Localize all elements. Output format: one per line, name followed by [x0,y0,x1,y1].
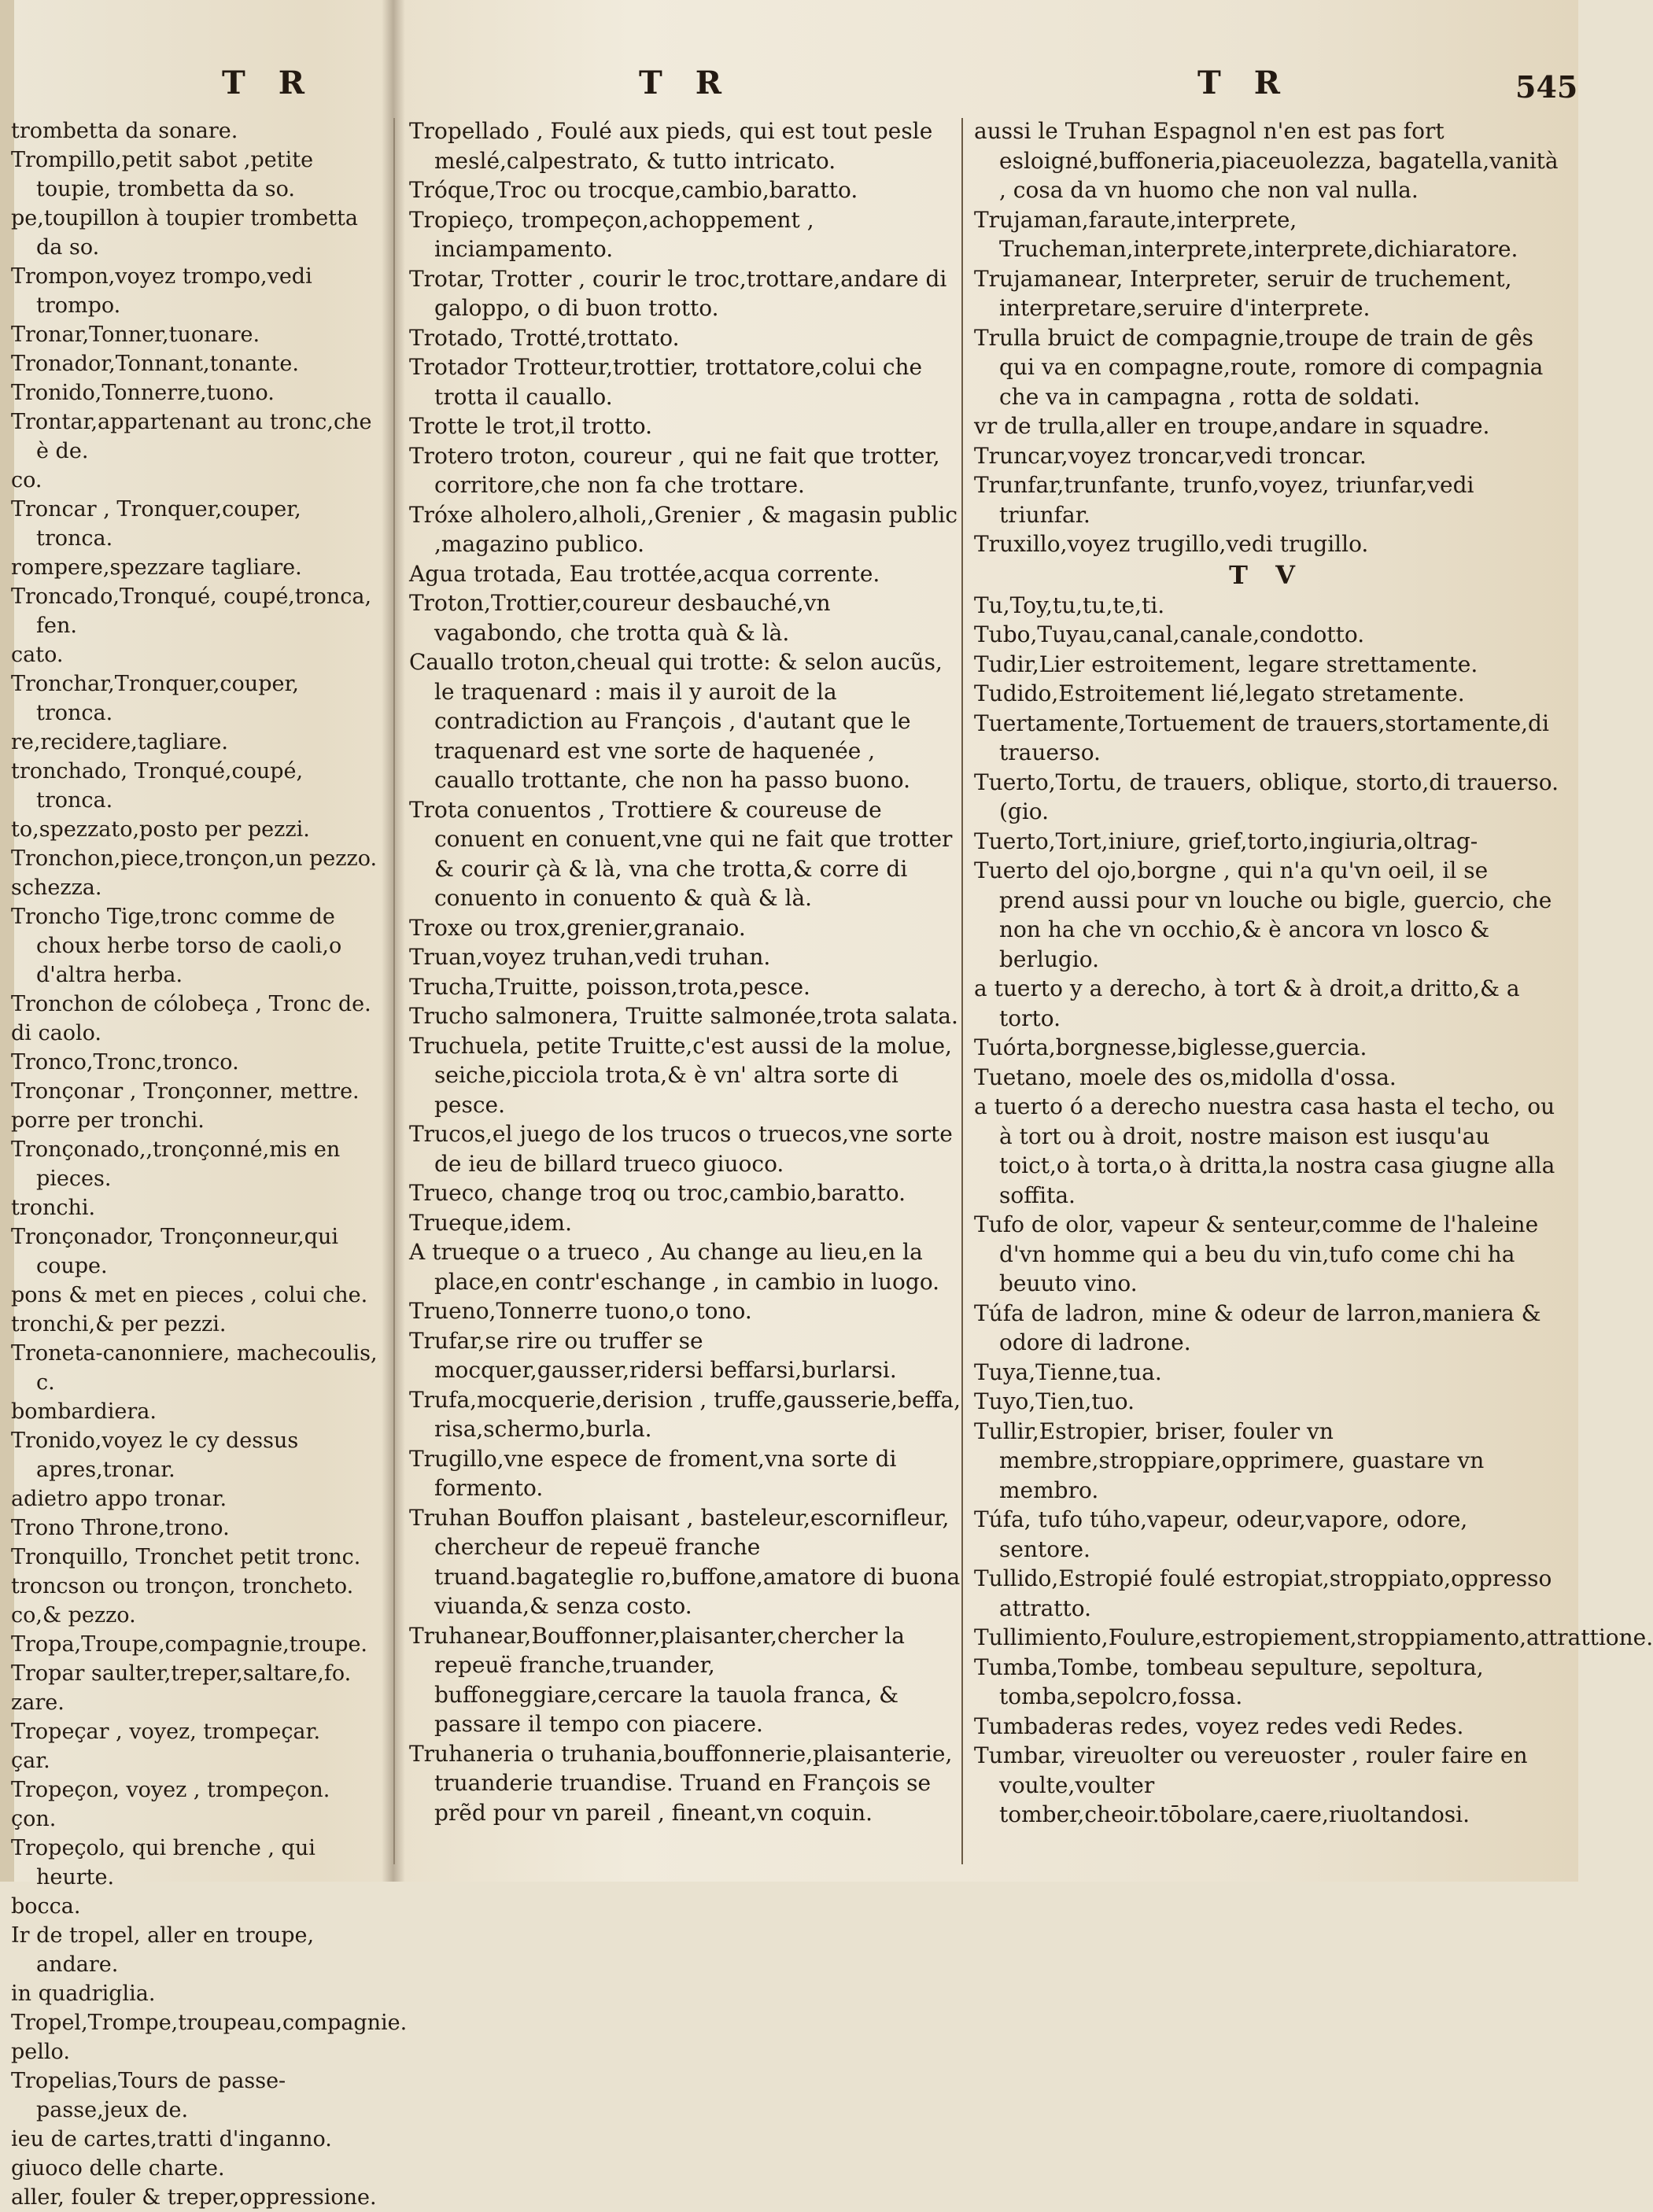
dictionary-entry: bombardiera. [11,1399,157,1424]
dictionary-entry: to,spezzato,posto per pezzi. [11,817,310,842]
dictionary-entry: Tu,Toy,tu,tu,te,ti. [974,592,1165,618]
dictionary-entry: cato. [11,643,64,667]
dictionary-entry: Tronquillo, Tronchet petit tronc. [11,1545,361,1569]
dictionary-entry: Troncado,Tronqué, coupé,tronca, fen. [11,584,372,638]
dictionary-entry: giuoco delle charte. [11,2156,225,2181]
dictionary-entry: Truncar,voyez troncar,vedi troncar. [974,442,1367,469]
dictionary-entry: re,recidere,tagliare. [11,730,228,754]
dictionary-entry: Tuerto,Tort,iniure, grief,torto,ingiuria,oltrag- [974,828,1478,854]
dictionary-entry: a tuerto ó a derecho nuestra casa hasta el techo, ou à tort ou à droit, nostre maison est iusqu'au toict,o à torta,o à dritta,la nostra casa giugne alla soffita. [974,1093,1555,1208]
dictionary-entry: Trotado, Trotté,trottato. [409,324,680,351]
dictionary-entry: Tumbaderas redes, voyez redes vedi Redes. [974,1712,1464,1739]
dictionary-entry: Truhaneria o truhania,bouffonnerie,plaisanterie, truanderie truandise. Truand en François se prẽd pour vn pareil , fineant,vn coquin. [409,1740,953,1826]
dictionary-entry: ieu de cartes,tratti d'inganno. [11,2127,332,2151]
dictionary-entry: Trujaman,faraute,interprete, Trucheman,interprete,interprete,dichiaratore. [974,206,1518,262]
dictionary-entry: in quadriglia. [11,1982,156,2006]
dictionary-entry: porre per tronchi. [11,1108,205,1133]
dictionary-entry: Tronçonado,,tronçonné,mis en pieces. [11,1137,341,1191]
dictionary-column-left [11,0,408,2210]
dictionary-entry: Tufo de olor, vapeur & senteur,comme de l'haleine d'vn homme qui a beu du vin,tufo come chi ha beuuto vino. [974,1211,1539,1296]
dictionary-entry: Ir de tropel, aller en troupe, andare. [11,1923,315,1977]
dictionary-entry: Truhanear,Bouffonner,plaisanter,chercher la repeuë franche,truander, buffoneggiare,cercare la tauola franca, & passare il tempo con piacere. [409,1622,905,1737]
dictionary-entry: Trulla bruict de compagnie,troupe de train de gês qui va en compagne,route, romore di compagnia che va in campagna , rotta de soldati. [974,324,1544,410]
dictionary-entry: Truan,voyez truhan,vedi truhan. [409,944,771,970]
dictionary-entry: A trueque o a trueco , Au change au lieu,en la place,en contr'eschange , in cambio in luogo. [409,1239,940,1295]
dictionary-entry: Tumbar, vireuolter ou vereuoster , rouler faire en voulte,voulter tomber,cheoir.tōbolare,caere,riuoltandosi. [974,1742,1528,1827]
dictionary-entry: Tullir,Estropier, briser, fouler vn membre,stroppiare,opprimere, guastare vn membro. [974,1418,1485,1503]
dictionary-entry: Tuetano, moele des os,midolla d'ossa. [974,1064,1397,1090]
dictionary-entry: Tullido,Estropié foulé estropiat,stroppiato,oppresso attratto. [974,1565,1552,1621]
dictionary-entry: Trotar, Trotter , courir le troc,trottare,andare di galoppo, o di buon trotto. [409,265,947,321]
dictionary-entry: Tronador,Tonnant,tonante. [11,352,299,376]
dictionary-entry: Troneta-canonniere, machecoulis, c. [11,1341,378,1395]
dictionary-entry: Tudido,Estroitement lié,legato stretamente. [974,680,1465,706]
dictionary-entry: Tronchon,piece,tronçon,un pezzo. [11,846,378,871]
dictionary-entry: Troncho Tige,tronc comme de choux herbe torso de caoli,o d'altra herba. [11,905,342,987]
dictionary-entry: Tropel,Trompe,troupeau,compagnie. [11,2011,408,2035]
dictionary-entry: Tuyo,Tien,tuo. [974,1388,1135,1414]
dictionary-entry: Trompillo,petit sabot ,petite toupie, trombetta da so. [11,148,314,201]
dictionary-entry: Tronçonador, Tronçonneur,qui coupe. [11,1225,338,1278]
dictionary-entry: Trufa,mocquerie,derision , truffe,gausserie,beffa, risa,schermo,burla. [409,1386,961,1442]
dictionary-entry: Troton,Trottier,coureur desbauché,vn vagabondo, che trotta quà & là. [409,590,831,646]
dictionary-entry: co. [11,468,42,492]
dictionary-entry: Trucho salmonera, Truitte salmonée,trota salata. [409,1003,958,1029]
dictionary-entry: Tuerto del ojo,borgne , qui n'a qu'vn oeil, il se prend aussi pour vn louche ou bigle, guercio, che non ha che vn occhio,& è ancora vn losco & berlugio. [974,857,1552,972]
dictionary-entry: Tropeçon, voyez , trompeçon. [11,1778,330,1802]
dictionary-entry: Tullimiento,Foulure,estropiement,stroppiamento,attrattione. [974,1624,1653,1650]
dictionary-entry: Trujamanear, Interpreter, seruir de truchement, interpretare,seruire d'interprete. [974,265,1512,321]
dictionary-entry: tronchi. [11,1196,96,1220]
dictionary-entry: Trufar,se rire ou truffer se mocquer,gausser,ridersi beffarsi,burlarsi. [409,1327,897,1383]
column-header: T R [639,65,732,101]
dictionary-entry: Trueco, change troq ou troc,cambio,baratto. [409,1180,906,1206]
column-rule [393,118,395,1864]
dictionary-entry: Tropelias,Tours de passe-passe,jeux de. [11,2069,286,2122]
dictionary-entry: Tróque,Troc ou trocque,cambio,baratto. [409,177,858,203]
dictionary-entry: Tropeçolo, qui brenche , qui heurte. [11,1836,315,1889]
dictionary-entry: schezza. [11,876,102,900]
dictionary-entry: aller, fouler & treper,oppressione. [11,2185,377,2210]
dictionary-entry: bocca. [11,1894,81,1919]
dictionary-entry: Tumba,Tombe, tombeau sepulture, sepoltura, tomba,sepolcro,fossa. [974,1653,1484,1709]
dictionary-entry: di caolo. [11,1021,101,1045]
dictionary-entry: Tronido,Tonnerre,tuono. [11,381,275,405]
dictionary-entry: Trotte le trot,il trotto. [409,413,653,439]
section-subheader: T V [1229,559,1304,590]
dictionary-entry: Troxe ou trox,grenier,granaio. [409,914,746,941]
column-header: T R [222,65,315,101]
page-number: 545 [1515,69,1578,105]
dictionary-entry: Tronco,Tronc,tronco. [11,1050,239,1075]
dictionary-entry: Trotador Trotteur,trottier, trottatore,colui che trotta il cauallo. [409,354,923,410]
dictionary-entry: Tronchar,Tronquer,couper, tronca. [11,672,299,725]
dictionary-entry: pons & met en pieces , colui che. [11,1283,368,1307]
dictionary-entry: Trucos,el juego de los trucos o truecos,vne sorte de ieu de billard trueco giuoco. [409,1121,953,1177]
dictionary-entry: Tronchon de cólobeça , Tronc de. [11,992,371,1016]
dictionary-entry: Tróxe alholero,alholi,,Grenier , & magasin public ,magazino publico. [409,501,958,557]
dictionary-entry: vr de trulla,aller en troupe,andare in squadre. [974,413,1490,439]
dictionary-entry: Trompon,voyez trompo,vedi trompo. [11,264,312,318]
dictionary-entry: Trontar,appartenant au tronc,che è de. [11,410,372,463]
dictionary-column-middle [409,0,965,1882]
dictionary-column-right [974,0,1653,1882]
dictionary-entry: Tropellado , Foulé aux pieds, qui est tout pesle meslé,calpestrato, & tutto intricato. [409,118,933,174]
dictionary-entry: çar. [11,1749,50,1773]
dictionary-entry: adietro appo tronar. [11,1487,227,1511]
dictionary-entry: Tropieço, trompeçon,achoppement , inciampamento. [409,206,814,262]
dictionary-entry: Trueque,idem. [409,1209,572,1236]
dictionary-entry: Tuórta,borgnesse,biglesse,guercia. [974,1034,1367,1060]
dictionary-entry: rompere,spezzare tagliare. [11,555,302,580]
dictionary-entry: Trueno,Tonnerre tuono,o tono. [409,1298,752,1324]
dictionary-entry: a tuerto y a derecho, à tort & à droit,a dritto,& a torto. [974,975,1520,1031]
dictionary-entry: Agua trotada, Eau trottée,acqua corrente. [409,560,880,587]
dictionary-entry: Troncar , Tronquer,couper, tronca. [11,497,301,551]
dictionary-entry: Trugillo,vne espece de froment,vna sorte di formento. [409,1445,897,1501]
dictionary-entry: Tudir,Lier estroitement, legare strettamente. [974,651,1478,677]
dictionary-entry: Tronçonar , Tronçonner, mettre. [11,1079,360,1104]
dictionary-entry: Cauallo troton,cheual qui trotte: & selon aucũs, le traquenard : mais il y auroit de la contradiction au François , d'autant que le traquenard est vne sorte de haquenée , cauallo trottante, che non ha passo buono. [409,649,943,793]
dictionary-entry: çon. [11,1807,57,1831]
dictionary-entry: Trucha,Truitte, poisson,trota,pesce. [409,973,810,1000]
dictionary-entry: Tuertamente,Tortuement de trauers,stortamente,di trauerso. [974,710,1549,765]
dictionary-entry: Trunfar,trunfante, trunfo,voyez, triunfar,vedi triunfar. [974,472,1474,528]
dictionary-entry: Tropa,Troupe,compagnie,troupe. [11,1632,368,1657]
dictionary-entry: Trota conuentos , Trottiere & coureuse de conuent en conuent,vne qui ne fait que trotter & courir çà & là, vna che trotta,& corre di conuento in conuento & quà & là. [409,796,953,911]
dictionary-entry: trombetta da sonare. [11,119,238,143]
dictionary-entry: co,& pezzo. [11,1603,136,1628]
dictionary-entry: Tronar,Tonner,tuonare. [11,323,260,347]
dictionary-entry: aussi le Truhan Espagnol n'en est pas fort esloigné,buffoneria,piaceuolezza, bagatella,vanità , cosa da vn huomo che non val nulla. [974,118,1559,203]
dictionary-entry: Trotero troton, coureur , qui ne fait que trotter, corritore,che non fa che trottare. [409,442,940,498]
dictionary-entry: Truhan Bouffon plaisant , basteleur,escornifleur, chercheur de repeuë franche truand.bagateglie ro,buffone,amatore di buona viuanda,& senza costo. [409,1504,961,1619]
entry-list [11,116,408,2212]
entry-list [974,116,1653,1830]
dictionary-entry: Truchuela, petite Truitte,c'est aussi de la molue, seiche,picciola trota,& è vn' altra sorte di pesce. [409,1032,952,1118]
dictionary-entry: Truxillo,voyez trugillo,vedi trugillo. [974,531,1369,557]
dictionary-entry: Tronido,voyez le cy dessus apres,tronar. [11,1429,299,1482]
dictionary-entry: Tropar saulter,treper,saltare,fo. [11,1661,352,1686]
dictionary-entry: tronchado, Tronqué,coupé, tronca. [11,759,304,813]
dictionary-entry: tronchi,& per pezzi. [11,1312,227,1336]
entry-list [409,116,965,1827]
dictionary-entry: pello. [11,2040,70,2064]
dictionary-entry: zare. [11,1690,65,1715]
dictionary-entry: Tropeçar , voyez, trompeçar. [11,1720,321,1744]
dictionary-entry: Túfa, tufo túho,vapeur, odeur,vapore, odore, sentore. [974,1506,1468,1562]
dictionary-entry: Tubo,Tuyau,canal,canale,condotto. [974,621,1365,647]
dictionary-entry: Trono Throne,trono. [11,1516,230,1540]
column-header: T R [1197,65,1291,101]
dictionary-entry: Túfa de ladron, mine & odeur de larron,maniera & odore di ladrone. [974,1300,1541,1355]
dictionary-entry: troncson ou tronçon, troncheto. [11,1574,354,1598]
dictionary-entry: pe,toupillon à toupier trombetta da so. [11,206,358,260]
dictionary-entry: Tuerto,Tortu, de trauers, oblique, storto,di trauerso. (gio. [974,769,1559,824]
dictionary-entry: Tuya,Tienne,tua. [974,1359,1162,1385]
